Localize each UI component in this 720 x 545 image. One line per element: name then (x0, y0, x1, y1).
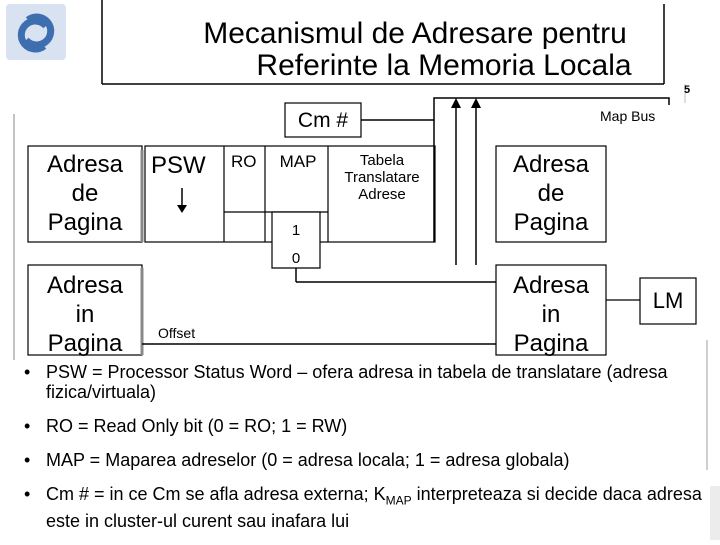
bullet-text-post: interpreteaza si decide daca adresa este in cluster-ul curent sau inafara lui (46, 484, 702, 531)
bullet-text-pre: Cm # = in ce Cm se afla adresa externa; K (46, 484, 386, 504)
mux-input-1: 1 (291, 222, 301, 239)
bullet-dot-icon: • (24, 484, 31, 504)
map-bus-label: Map Bus (600, 108, 656, 124)
ro-label: RO (231, 152, 257, 171)
bullet-psw (22, 362, 712, 402)
slide-title (150, 18, 680, 82)
map-bus-arrows (451, 98, 481, 108)
offset-label: Offset (158, 325, 196, 341)
slide-number: 5 (684, 84, 691, 96)
right-page-address-label: Adresa de Pagina (512, 151, 590, 236)
title-line-2: Referinte la Memoria Locala (256, 49, 632, 82)
bullet-dot-icon: • (24, 450, 31, 470)
left-page-address-label: Adresa de Pagina (46, 151, 124, 236)
left-in-page-address-label: Adresa in Pagina (46, 272, 124, 357)
cm-number-label: Cm # (297, 109, 349, 132)
bullet-dot-icon: • (24, 416, 31, 436)
offset-lines (142, 268, 496, 344)
right-in-page-address-label: Adresa in Pagina (512, 272, 590, 357)
bullet-text: MAP = Maparea adreselor (0 = adresa locala; 1 = adresa globala) (46, 450, 570, 470)
title-line-1: Mecanismul de Adresare pentru (203, 17, 627, 50)
bullet-cm (22, 484, 712, 531)
bullet-text: PSW = Processor Status Word – ofera adresa in tabela de translatare (adresa fizica/virtuala) (46, 362, 668, 402)
bullet-map (22, 450, 712, 470)
map-label: MAP (279, 152, 317, 171)
lm-label: LM (652, 288, 684, 313)
bullet-text: RO = Read Only bit (0 = RO; 1 = RW) (46, 416, 348, 436)
bullet-text-sub: MAP (385, 493, 412, 508)
chain-link-logo-icon (0, 0, 100, 66)
psw-label: PSW (151, 152, 206, 179)
bullet-list (22, 362, 712, 545)
bullet-dot-icon: • (24, 362, 31, 382)
translation-table-label: Tabela Translatare Adrese (344, 152, 420, 203)
mux-input-0: 0 (291, 250, 301, 267)
bullet-ro (22, 416, 712, 436)
